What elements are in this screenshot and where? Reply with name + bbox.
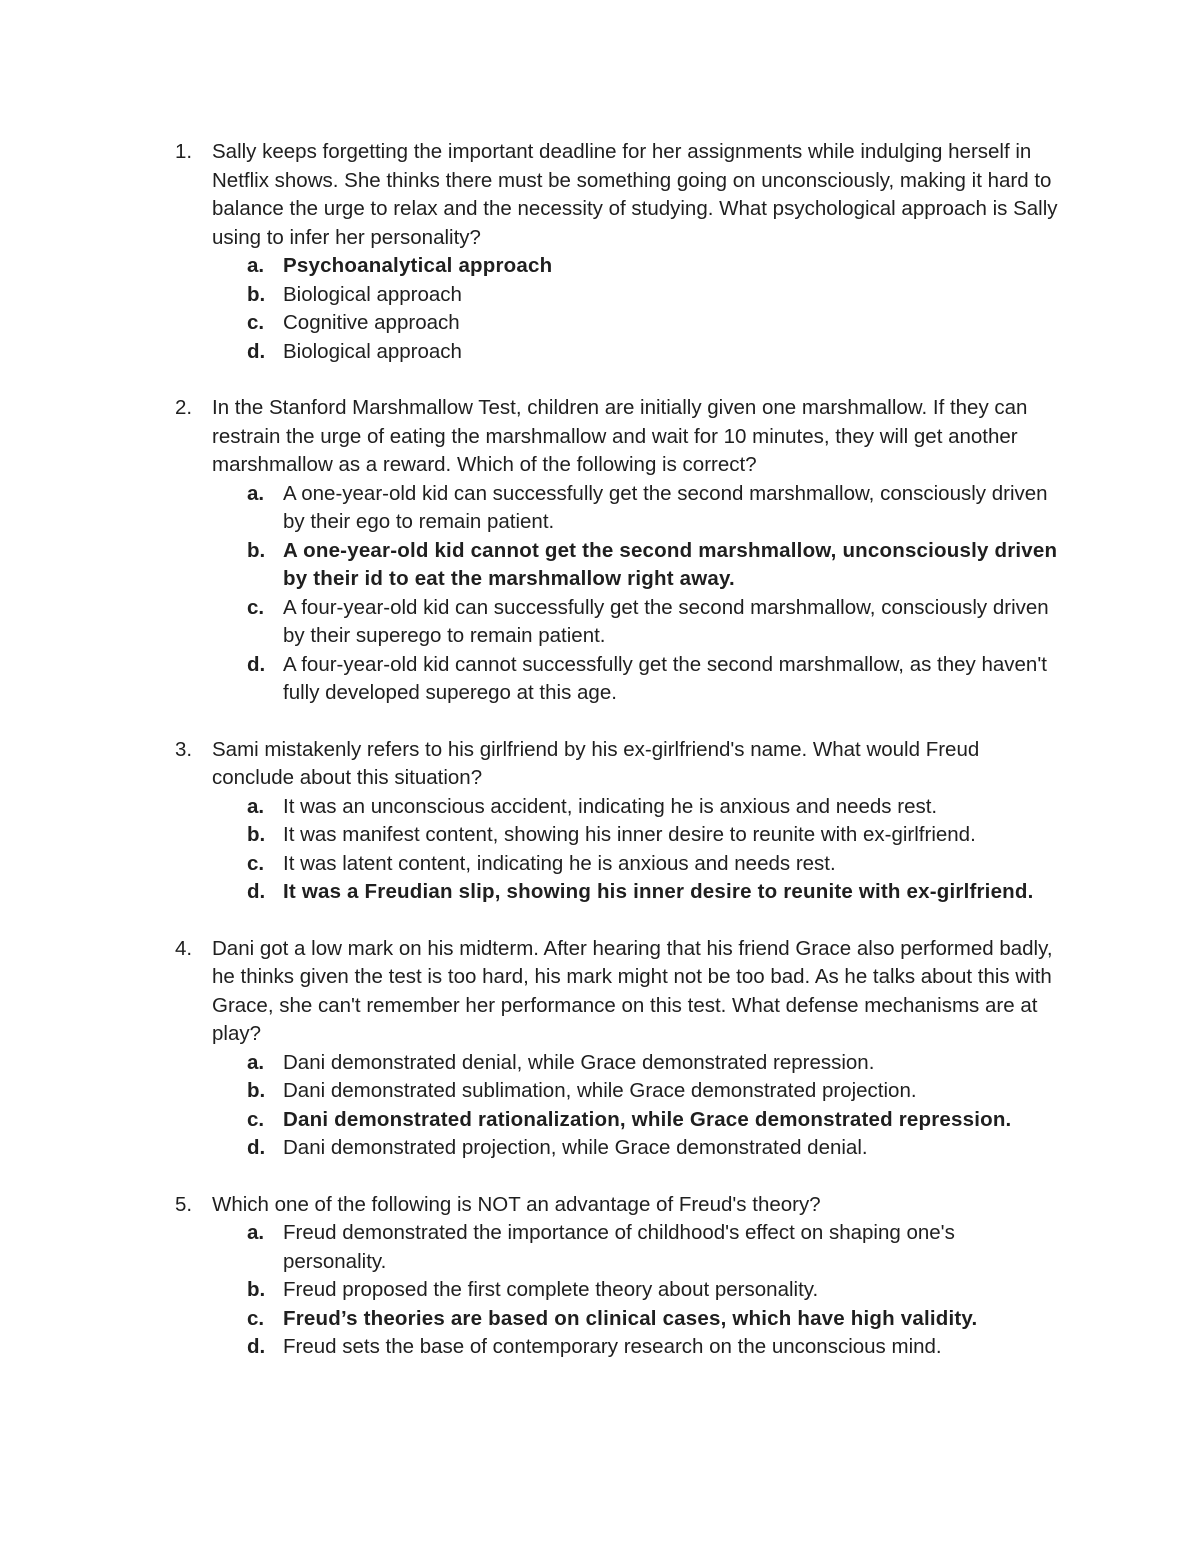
- option-text: A one-year-old kid can successfully get the second marshmallow, consciously driven by their ego to remain patient.: [283, 481, 1048, 533]
- answer-option-correct: [0, 1305, 1200, 1334]
- answer-option-correct: [0, 537, 1200, 594]
- answer-option: [0, 1333, 1200, 1362]
- question-text: Sally keeps forgetting the important deadline for her assignments while indulging herself in Netflix shows. She thinks there must be something going on unconsciously, making it hard to balance the urge to relax and the necessity of studying. What psychological approach is Sally using to infer her personality?: [212, 140, 1058, 249]
- option-text: Psychoanalytical approach: [283, 254, 553, 277]
- answer-option: [0, 821, 1200, 850]
- option-letter: b.: [247, 538, 266, 562]
- answer-options: [0, 1049, 1200, 1163]
- option-text: Dani demonstrated projection, while Grace demonstrated denial.: [283, 1136, 868, 1159]
- answer-option: [0, 1077, 1200, 1106]
- option-letter: a.: [247, 1221, 265, 1244]
- option-letter: d.: [247, 880, 266, 903]
- option-letter: d.: [247, 1136, 266, 1159]
- answer-options: [0, 793, 1200, 907]
- option-text: Freud’s theories are based on clinical cases, which have high validity.: [283, 1306, 978, 1330]
- answer-option-correct: [0, 878, 1200, 907]
- option-text: Freud sets the base of contemporary research on the unconscious mind.: [283, 1335, 942, 1358]
- option-text: Freud proposed the first complete theory about personality.: [283, 1278, 819, 1301]
- question-text: Sami mistakenly refers to his girlfriend by his ex-girlfriend's name. What would Freud conclude about this situation?: [212, 737, 980, 789]
- option-text: It was a Freudian slip, showing his inner desire to reunite with ex-girlfriend.: [283, 880, 1034, 903]
- option-letter: a.: [247, 481, 265, 505]
- option-letter: a.: [247, 794, 265, 818]
- question-item: [0, 736, 1200, 907]
- answer-option: [0, 338, 1200, 367]
- option-letter: c.: [247, 1306, 265, 1330]
- answer-option: [0, 1134, 1200, 1163]
- answer-option: [0, 793, 1200, 822]
- answer-options: [0, 480, 1200, 708]
- option-text: A four-year-old kid cannot successfully get the second marshmallow, as they haven't fully developed superego at this age.: [283, 652, 1047, 704]
- question-text: Dani got a low mark on his midterm. After hearing that his friend Grace also performed badly, he thinks given the test is too hard, his mark might not be too bad. As he talks about this with Grace, she can't remember her performance on this test. What defense mechanisms are at play?: [212, 936, 1053, 1045]
- answer-option: [0, 480, 1200, 537]
- option-text: It was manifest content, showing his inner desire to reunite with ex-girlfriend.: [283, 823, 976, 846]
- option-text: Dani demonstrated denial, while Grace demonstrated repression.: [283, 1050, 875, 1074]
- option-letter: c.: [247, 311, 265, 334]
- option-text: Biological approach: [283, 339, 462, 363]
- question-list: [0, 138, 1200, 1390]
- answer-option: [0, 281, 1200, 310]
- option-text: It was latent content, indicating he is anxious and needs rest.: [283, 851, 836, 875]
- option-letter: d.: [247, 1335, 266, 1358]
- option-text: Dani demonstrated rationalization, while Grace demonstrated repression.: [283, 1107, 1012, 1131]
- option-letter: b.: [247, 1079, 266, 1102]
- answer-option-correct: [0, 1106, 1200, 1135]
- question-text: Which one of the following is NOT an advantage of Freud's theory?: [212, 1192, 821, 1216]
- option-letter: a.: [247, 254, 265, 277]
- option-letter: b.: [247, 1278, 266, 1301]
- question-number: 4.: [175, 936, 193, 960]
- question-number: 5.: [175, 1192, 193, 1216]
- option-text: Biological approach: [283, 282, 462, 306]
- option-letter: d.: [247, 339, 266, 363]
- option-letter: c.: [247, 595, 265, 619]
- option-text: Cognitive approach: [283, 311, 460, 334]
- option-letter: d.: [247, 652, 266, 676]
- question-number: 3.: [175, 737, 193, 761]
- option-letter: c.: [247, 1107, 265, 1131]
- answer-option: [0, 850, 1200, 879]
- answer-option-correct: [0, 252, 1200, 281]
- option-letter: b.: [247, 282, 266, 306]
- answer-option: [0, 594, 1200, 651]
- question-item: [0, 138, 1200, 366]
- question-text: In the Stanford Marshmallow Test, children are initially given one marshmallow. If they can restrain the urge of eating the marshmallow and wait for 10 minutes, they will get another marshmallow as a reward. Which of the following is correct?: [212, 396, 1028, 476]
- answer-option: [0, 651, 1200, 708]
- option-letter: b.: [247, 823, 266, 846]
- option-text: Freud demonstrated the importance of childhood's effect on shaping one's personality.: [283, 1221, 955, 1273]
- option-text: A one-year-old kid cannot get the second marshmallow, unconsciously driven by their id to eat the marshmallow right away.: [283, 538, 1058, 590]
- option-text: A four-year-old kid can successfully get the second marshmallow, consciously driven by their superego to remain patient.: [283, 595, 1049, 647]
- answer-options: [0, 252, 1200, 366]
- answer-option: [0, 1276, 1200, 1305]
- question-number: 2.: [175, 396, 193, 419]
- answer-option: [0, 1049, 1200, 1078]
- answer-option: [0, 309, 1200, 338]
- question-number: 1.: [175, 140, 193, 163]
- option-letter: a.: [247, 1050, 265, 1074]
- question-item: [0, 1191, 1200, 1362]
- option-text: Dani demonstrated sublimation, while Grace demonstrated projection.: [283, 1079, 917, 1102]
- answer-options: [0, 1219, 1200, 1362]
- question-item: [0, 935, 1200, 1163]
- option-letter: c.: [247, 851, 265, 875]
- answer-option: [0, 1219, 1200, 1276]
- option-text: It was an unconscious accident, indicating he is anxious and needs rest.: [283, 794, 938, 818]
- question-item: [0, 394, 1200, 708]
